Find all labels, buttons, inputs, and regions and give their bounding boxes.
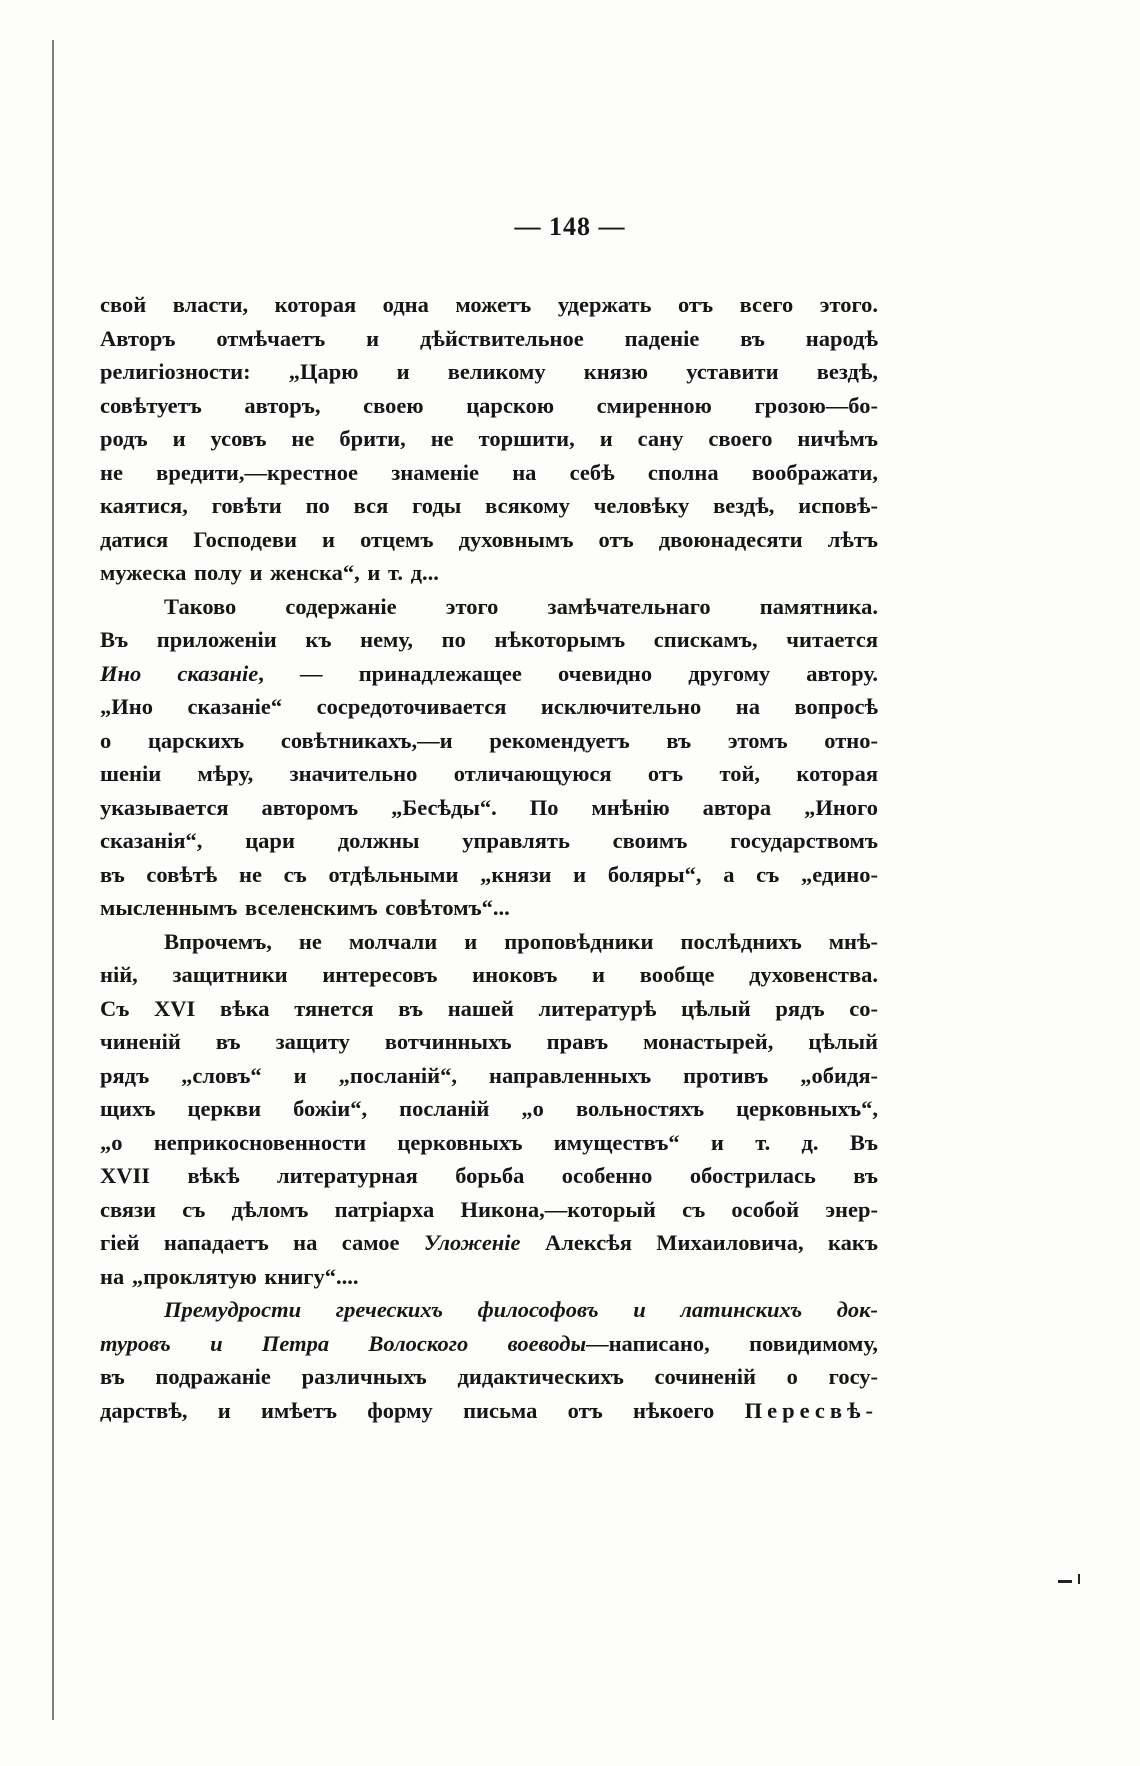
- text-line: [100, 422, 878, 456]
- text-line: [100, 623, 878, 657]
- text-segment: , — принадлежащее очевидно другому автору.: [258, 660, 878, 686]
- text-line: [100, 1360, 878, 1394]
- text-line: [100, 1059, 878, 1093]
- text-line: [100, 489, 878, 523]
- text-line: [100, 824, 878, 858]
- text-segment: родъ и усовъ не брити, не торшити, и сану своего ничѣмъ: [100, 426, 878, 451]
- text-line: [100, 891, 878, 925]
- text-line: [100, 992, 878, 1026]
- italic-title-text: Ино сказаніе: [100, 660, 259, 686]
- text-line: [100, 1193, 878, 1227]
- text-line: [100, 958, 878, 992]
- text-segment: Въ приложеніи къ нему, по нѣкоторымъ спискамъ, читается: [100, 627, 878, 652]
- text-line: [100, 1327, 878, 1361]
- text-segment: о царскихъ совѣтникахъ,—и рекомендуетъ въ этомъ отно-: [100, 727, 878, 753]
- text-line: [100, 690, 878, 724]
- text-segment: чиненій въ защиту вотчинныхъ правъ монастырей, цѣлый: [100, 1029, 878, 1054]
- text-line: [100, 523, 878, 557]
- italic-title-text: Уложеніе: [423, 1230, 521, 1255]
- text-segment: щихъ церкви божіи“, посланій „о вольностяхъ церковныхъ“,: [100, 1096, 878, 1121]
- scan-mark: [1058, 1580, 1072, 1583]
- text-segment: каятися, говѣти по вся годы всякому человѣку вездѣ, исповѣ-: [100, 493, 878, 518]
- text-segment: въ совѣтѣ не съ отдѣльными „князи и боляры“, а съ „едино-: [100, 861, 878, 887]
- text-segment: Авторъ отмѣчаетъ и дѣйствительное паденіе въ народѣ: [100, 325, 878, 351]
- text-line: [100, 1025, 878, 1059]
- text-line: [100, 791, 878, 825]
- text-line: [100, 556, 878, 590]
- text-segment: религіозности: „Царю и великому князю уставити вездѣ,: [100, 359, 878, 384]
- text-line: [100, 288, 878, 322]
- text-segment: свой власти, которая одна можетъ удержать отъ всего этого.: [100, 292, 878, 317]
- text-segment: Впрочемъ, не молчали и проповѣдники послѣднихъ мнѣ-: [164, 928, 878, 954]
- text-segment: связи съ дѣломъ патріарха Никона,—который съ особой энер-: [100, 1196, 878, 1222]
- page-number: — 148 —: [514, 212, 626, 241]
- text-segment: совѣтуетъ авторъ, своею царскою смиренною грозою—бо-: [100, 392, 878, 418]
- text-segment: Таково содержаніе этого замѣчательнаго памятника.: [164, 593, 878, 619]
- text-segment: Алексѣя Михаиловича, какъ: [520, 1230, 878, 1255]
- text-line: [100, 757, 878, 791]
- text-segment: „о неприкосновенности церковныхъ имуществъ“ и т. д. Въ: [100, 1129, 878, 1155]
- text-line: [100, 858, 878, 892]
- text-segment: на „проклятую книгу“....: [100, 1263, 359, 1289]
- text-line: [100, 1260, 878, 1294]
- text-segment: мужеска полу и женска“, и т. д...: [100, 560, 439, 585]
- text-segment: рядъ „словъ“ и „посланій“, направленныхъ противъ „обидя-: [100, 1062, 878, 1088]
- text-line: [100, 322, 878, 356]
- text-segment: датися Господеви и отцемъ духовнымъ отъ двоюнадесяти лѣтъ: [100, 526, 878, 552]
- text-segment: указывается авторомъ „Бесѣды“. По мнѣнію автора „Иного: [100, 794, 878, 820]
- italic-title-text: Премудрости греческихъ философовъ и латинскихъ док-: [164, 1297, 878, 1322]
- text-line: [100, 1159, 878, 1193]
- text-segment: „Ино сказаніе“ сосредоточивается исключительно на вопросѣ: [100, 694, 878, 719]
- text-line: [100, 1092, 878, 1126]
- italic-title-text: туровъ и Петра Волоского воеводы: [100, 1330, 587, 1356]
- text-segment: мысленнымъ вселенскимъ совѣтомъ“...: [100, 895, 510, 920]
- text-segment: XVII вѣкѣ литературная борьба особенно обострилась въ: [100, 1163, 878, 1188]
- text-line: [100, 925, 878, 959]
- text-line: [100, 1394, 878, 1428]
- text-line: [100, 456, 878, 490]
- body-text: [100, 288, 878, 1427]
- text-line: [100, 1126, 878, 1160]
- text-segment: сказанія“, цари должны управлять своимъ государствомъ: [100, 828, 878, 853]
- text-segment: не вредити,—крестное знаменіе на себѣ сполна воображати,: [100, 459, 878, 485]
- text-segment: —написано, повидимому,: [586, 1330, 878, 1356]
- text-line: [100, 724, 878, 758]
- text-segment: шеніи мѣру, значительно отличающуюся отъ той, которая: [100, 761, 878, 786]
- text-segment: въ подражаніе различныхъ дидактическихъ сочиненій о госу-: [100, 1364, 878, 1389]
- text-segment: ній, защитники интересовъ иноковъ и вообще духовенства.: [100, 962, 878, 987]
- text-line: [100, 590, 878, 624]
- scan-mark: [1078, 1574, 1080, 1584]
- binding-edge-rule: [52, 40, 54, 1720]
- text-segment: гіей нападаетъ на самое: [100, 1230, 424, 1255]
- text-line: [100, 1293, 878, 1327]
- text-line: [100, 355, 878, 389]
- text-line: [100, 389, 878, 423]
- text-line: [100, 1226, 878, 1260]
- text-segment: Съ XVI вѣка тянется въ нашей литературѣ цѣлый рядъ со-: [100, 995, 878, 1021]
- text-segment: дарствѣ, и имѣетъ форму письма отъ нѣкоего: [100, 1397, 745, 1423]
- text-segment: Пересвѣ-: [744, 1397, 878, 1423]
- text-line: [100, 657, 878, 691]
